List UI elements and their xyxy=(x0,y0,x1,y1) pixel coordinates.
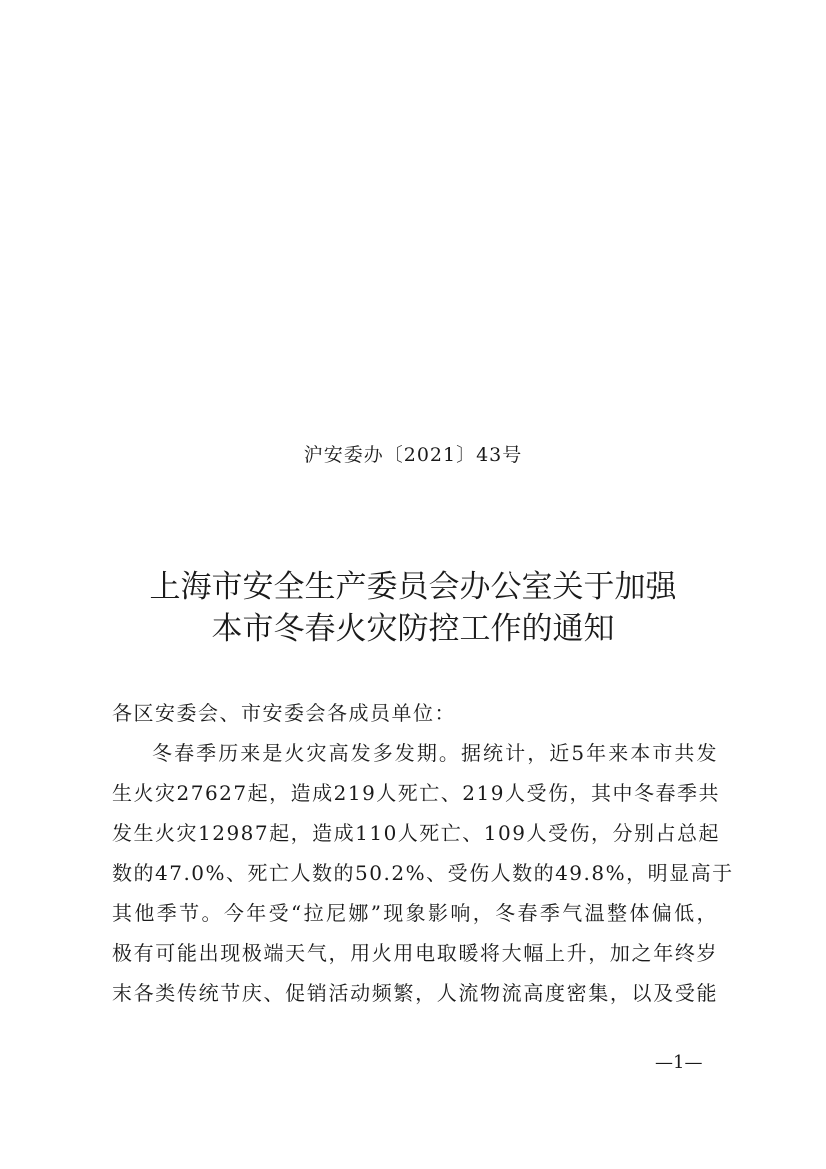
body-line: 极有可能出现极端天气，用火用电取暖将大幅上升，加之年终岁 xyxy=(112,941,718,965)
body-line: 冬春季历来是火灾高发多发期。据统计，近5年来本市共发 xyxy=(152,741,718,765)
document-title xyxy=(0,566,826,650)
body-line: 发生火灾12987起，造成110人死亡、109人受伤，分别占总起 xyxy=(112,821,720,845)
title-line: 本市冬春火灾防控工作的通知 xyxy=(211,611,615,647)
document-number: 沪安委办〔2021〕43号 xyxy=(303,444,523,466)
body-line: 数的47.0%、死亡人数的50.2%、受伤人数的49.8%，明显高于 xyxy=(112,861,734,885)
body-line: 末各类传统节庆、促销活动频繁，人流物流高度密集，以及受能 xyxy=(112,981,718,1005)
title-line: 上海市安全生产委员会办公室关于加强 xyxy=(149,569,677,605)
body-line: 其他季节。今年受“拉尼娜”现象影响，冬春季气温整体偏低， xyxy=(112,901,718,925)
body-line: 生火灾27627起，造成219人死亡、219人受伤，其中冬春季共 xyxy=(112,781,720,805)
page-number: —1— xyxy=(655,1052,703,1073)
salutation: 各区安委会、市安委会各成员单位： xyxy=(112,701,456,725)
body-paragraph xyxy=(112,733,734,1013)
